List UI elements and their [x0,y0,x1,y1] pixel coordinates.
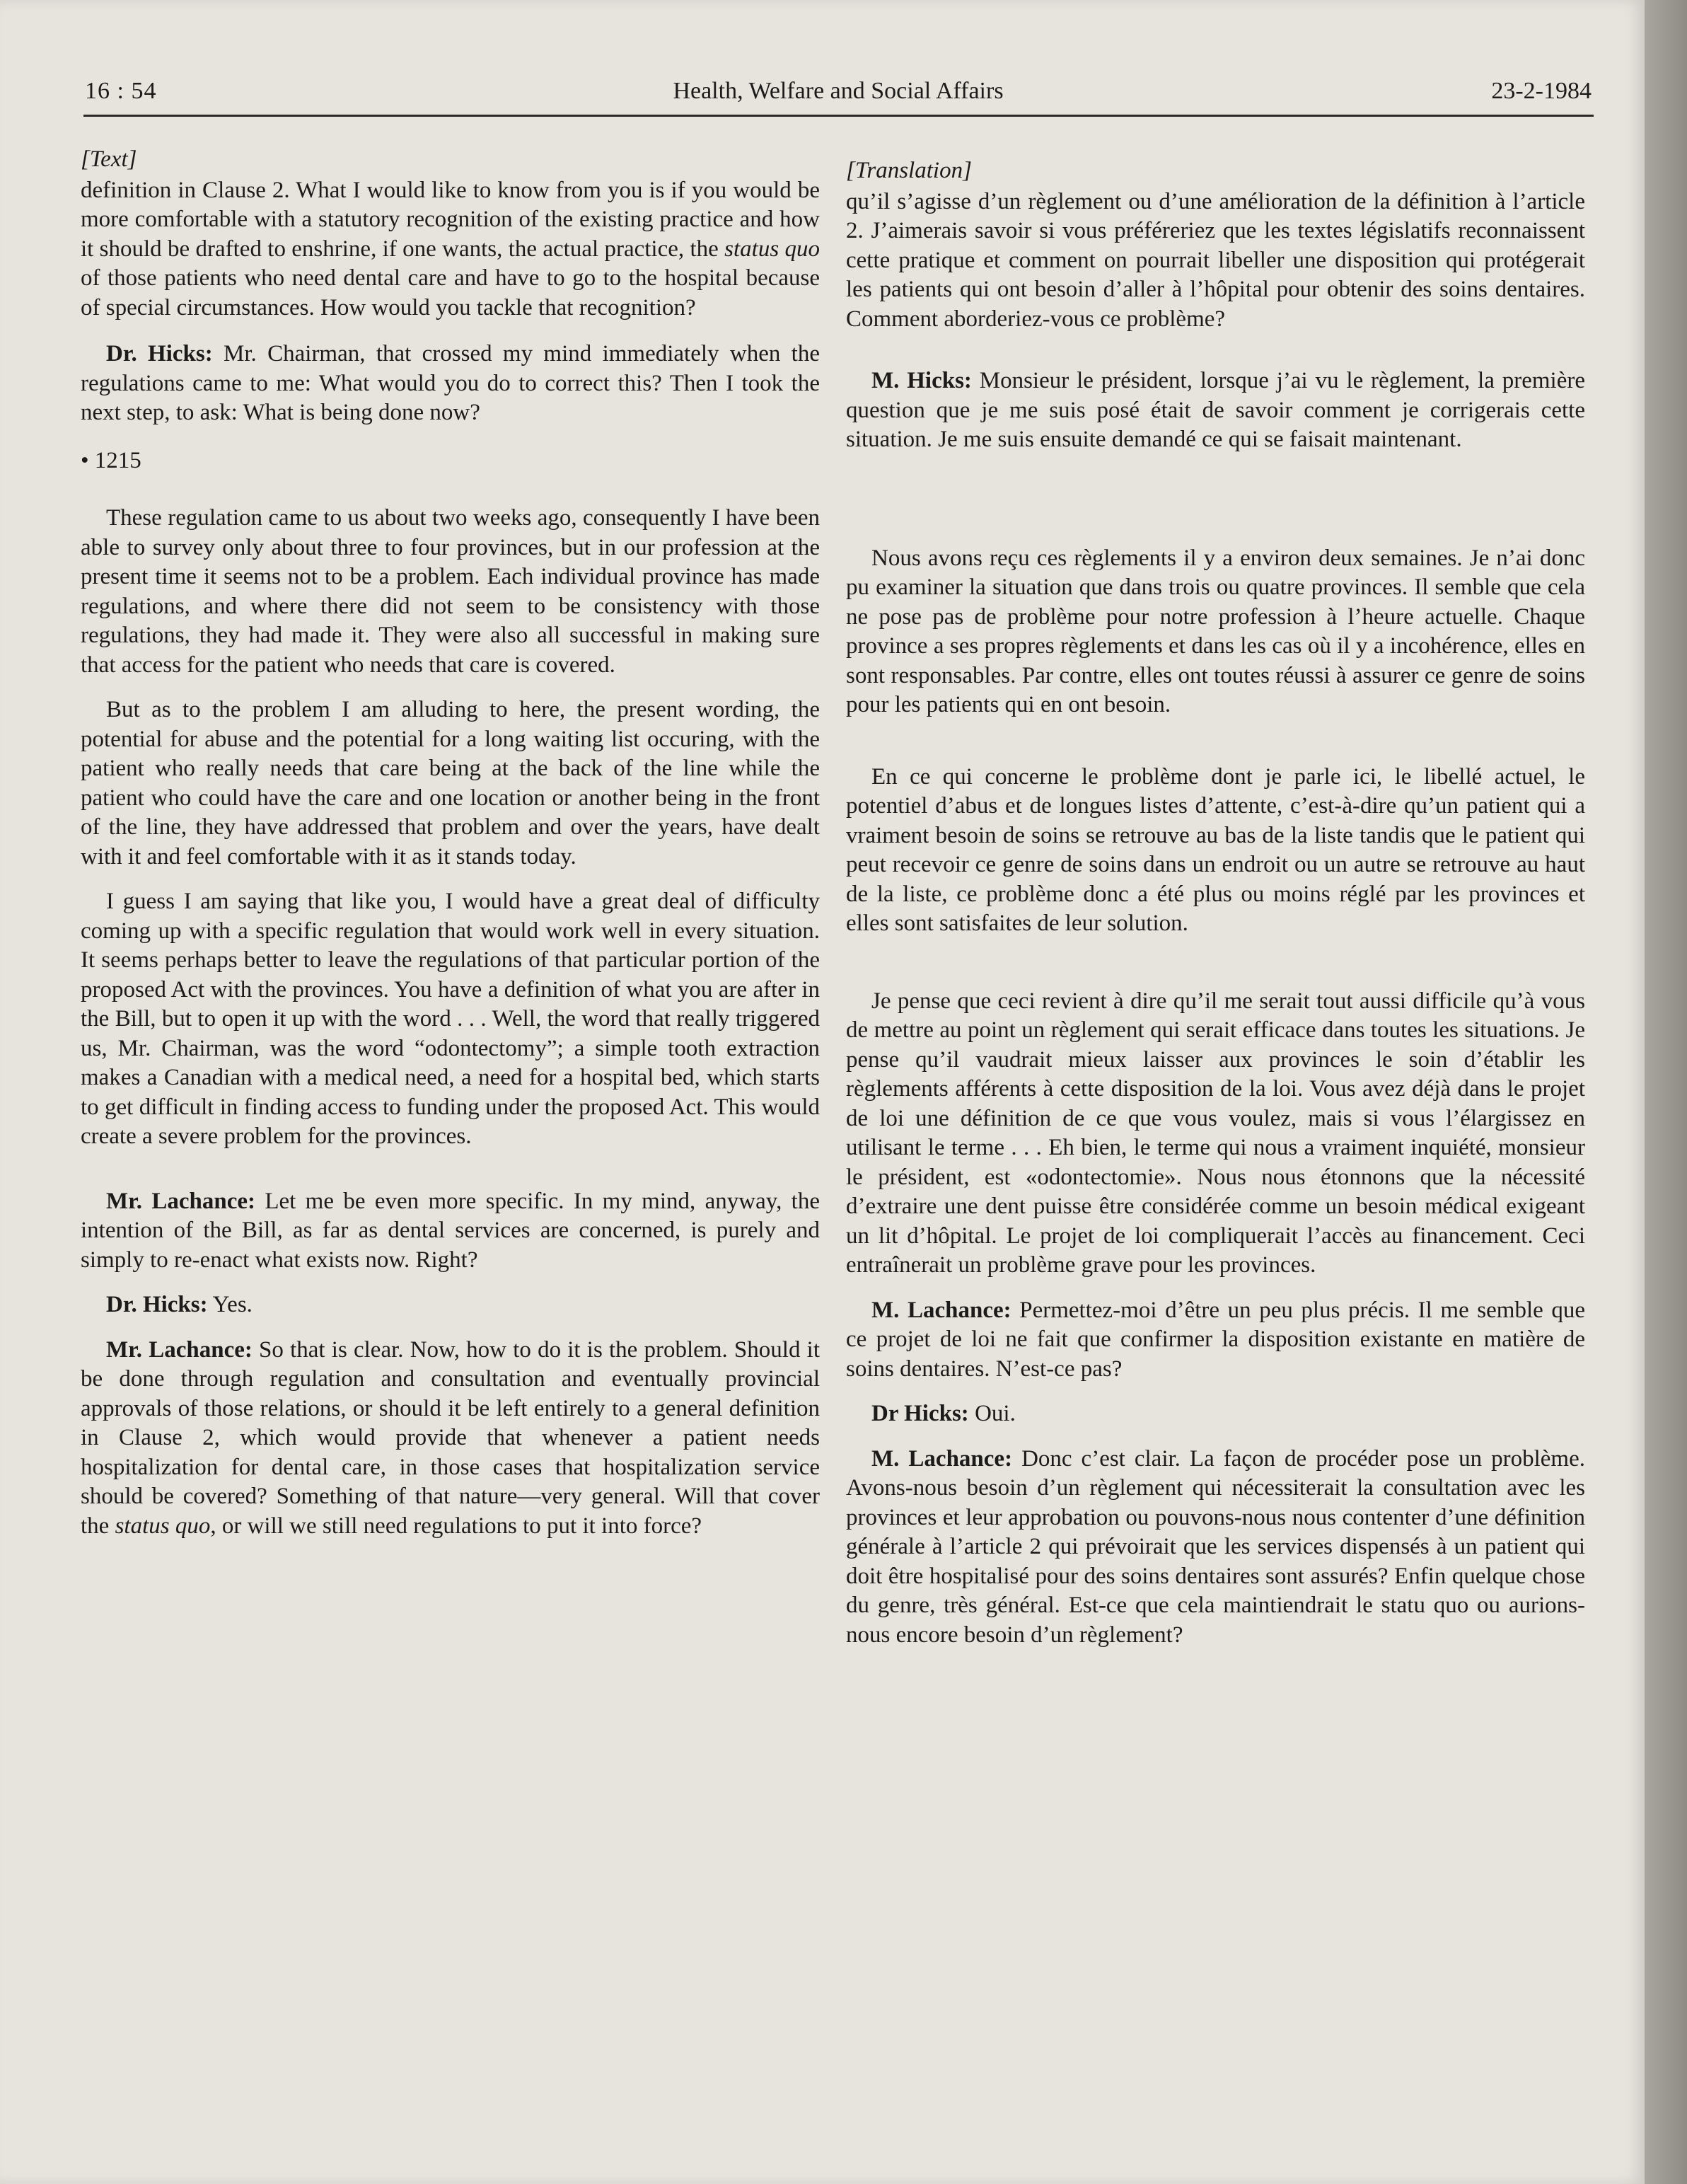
en-paragraph-7: Dr. Hicks: Yes. [106,1292,253,1317]
speaker-label: M. Lachance: [871,1445,1013,1472]
speaker-label: Dr Hicks: [871,1401,969,1426]
running-header [85,78,1592,120]
en-paragraph-5: I guess I am saying that like you, I would have a great deal of difficulty coming up with a specific regulation that would work well in every situation. It seems perhaps better to leave the regulations of that particular portion of the proposed Act with the provinces. You have a definition of what you are after in the Bill, but to open it up with the word . . . Well, the word that really triggered us, Mr. Chairman, was the word “odontectomy”; a simple tooth extraction makes a Canadian with a medical need, a need for a hospital bed, which starts to get difficult in finding access to funding under the proposed Act. This would create a severe problem for the provinces. [81,889,820,1149]
header-title: Health, Welfare and Social Affairs [673,78,1004,104]
page-number: 16 : 54 [85,78,157,104]
fr-paragraph-5: Je pense que ceci revient à dire qu’il me serait tout aussi difficile qu’à vous de mettre au point un règlement qui serait efficace dans toutes les situations. Je pense qu’il vaudrait mieux laisser aux provinces le soin d’établir les règlements afférents à cette disposition de la loi. Vous avez déjà dans le projet de loi une définition de ce que vous voulez, mais si vous l’élargissez en utilisant le terme . . . Eh bien, le terme qui nous a vraiment inquiété, monsieur le président, est «odontectomie». Nous nous étonnons que la nécessité d’extraire une dent puisse être considérée comme un besoin médical exigeant un lit d’hôpital. Le projet de loi compliquerait l’accès au financement. Ceci entraînerait un problème grave pour les provinces. [846,988,1585,1278]
en-paragraph-6: Mr. Lachance: Let me be even more specific. In my mind, anyway, the intention of the Bill, as far as dental services are concerned, is purely and simply to re-enact what exists now. Right? [81,1188,820,1273]
speaker-label: M. Lachance: [871,1297,1011,1323]
fr-paragraph-2: M. Hicks: Monsieur le président, lorsque j’ai vu le règlement, la première question que je me suis posé était de savoir comment je corrigerais cette situation. Je me suis ensuite demandé ce qui se faisait maintenant. [846,368,1585,452]
en-paragraph-2: Dr. Hicks: Mr. Chairman, that crossed my mind immediately when the regulations came to me: What would you do to correct this? Then I took the next step, to ask: What is being done now? [81,341,820,425]
page-edge-shadow [1645,0,1687,2184]
speaker-label: Dr. Hicks: [106,341,213,366]
fr-paragraph-8: M. Lachance: Donc c’est clair. La façon de procéder pose un problème. Avons-nous besoin d’un règlement qui nécessiterait la consultation avec les provinces et leur approbation ou pouvons-nous nous contenter d’une définition générale à l’article 2 qui prévoirait que les services dispensés à un patient qui doit être hospitalisé pour des soins dentaires sont assurés? Enfin quelque chose du genre, très général. Est-ce que cela maintiendrait le statu quo ou aurions-nous encore besoin d’un règlement? [846,1445,1585,1648]
header-rule [83,115,1594,117]
en-paragraph-4: But as to the problem I am alluding to here, the present wording, the potential for abuse and the potential for a long waiting list occuring, with the patient who really needs that care being at the back of the line while the patient who could have the care and one location or another being in the front of the line, they have addressed that problem and over the years, have dealt with it and feel comfortable with it as it stands today. [81,697,820,869]
speaker-label: Mr. Lachance: [106,1336,253,1363]
fr-paragraph-6: M. Lachance: Permettez-moi d’être un peu plus précis. Il me semble que ce projet de loi ne fait que confirmer la disposition existante en matière de soins dentaires. N’est-ce pas? [846,1297,1586,1382]
en-paragraph-1: definition in Clause 2. What I would like to know from you is if you would be more comfortable with a statutory recognition of the existing practice and how it should be drafted to enshrine, if one wants, the actual practice, the status quo of those patients who need dental care and have to go to the hospital because of special circumstances. How would you tackle that recognition? [81,177,820,320]
fr-paragraph-3: Nous avons reçu ces règlements il y a environ deux semaines. Je n’ai donc pu examiner la situation que dans trois ou quatre provinces. Il semble que cela ne pose pas de problème pour notre profession à l’heure actuelle. Chaque province a ses propres règlements et dans les cas où il y a incohérence, elles en sont responsables. Par contre, elles ont toutes réussi à assurer ce genre de soins pour les patients qui en ont besoin. [846,545,1585,717]
english-column [81,145,820,1541]
fr-paragraph-7: Dr Hicks: Oui. [871,1401,1016,1426]
time-marker: • 1215 [81,447,141,473]
en-paragraph-8: Mr. Lachance: So that is clear. Now, how to do it is the problem. Should it be done through regulation and consultation and eventually provincial approvals of those relations, or should it be left entirely to a general definition in Clause 2, which would provide that whenever a patient needs hospitalization for dental care, in those cases that hospitalization service should be covered? Something of that nature—very general. Will that cover the status quo, or will we still need regulations to put it into force? [81,1336,820,1539]
header-date: 23-2-1984 [1491,78,1592,104]
text-tag: [Text] [81,146,137,172]
french-column [846,145,1585,1650]
speaker-label: Mr. Lachance: [106,1188,256,1214]
translation-tag: [Translation] [846,158,972,183]
en-paragraph-3: These regulation came to us about two weeks ago, consequently I have been able to survey only about three to four provinces, but in our profession at the present time it seems not to be a problem. Each individual province has made regulations, and where there did not seem to be consistency with those regulations, they had made it. They were also all successful in making sure that access for the patient who needs that care is covered. [81,505,820,678]
speaker-label: Dr. Hicks: [106,1292,208,1317]
fr-paragraph-4: En ce qui concerne le problème dont je parle ici, le libellé actuel, le potentiel d’abus et de longues listes d’attente, c’est-à-dire qu’un patient qui a vraiment besoin de soins se retrouve au bas de la liste tandis que le patient qui peut recevoir ce genre de soins dans un endroit ou un autre se retrouve au haut de la liste, ce problème donc a été plus ou moins réglé par les provinces et elles sont satisfaites de leur solution. [846,763,1585,936]
speaker-label: M. Hicks: [871,368,972,393]
fr-paragraph-1: qu’il s’agisse d’un règlement ou d’une amélioration de la définition à l’article 2. J’aimerais savoir si vous préféreriez que les textes législatifs reconnaissent cette pratique et comment on pourrait libeller une disposition qui protégerait les patients qui ont besoin d’aller à l’hôpital pour obtenir des soins dentaires. Comment aborderiez-vous ce problème? [846,188,1585,332]
